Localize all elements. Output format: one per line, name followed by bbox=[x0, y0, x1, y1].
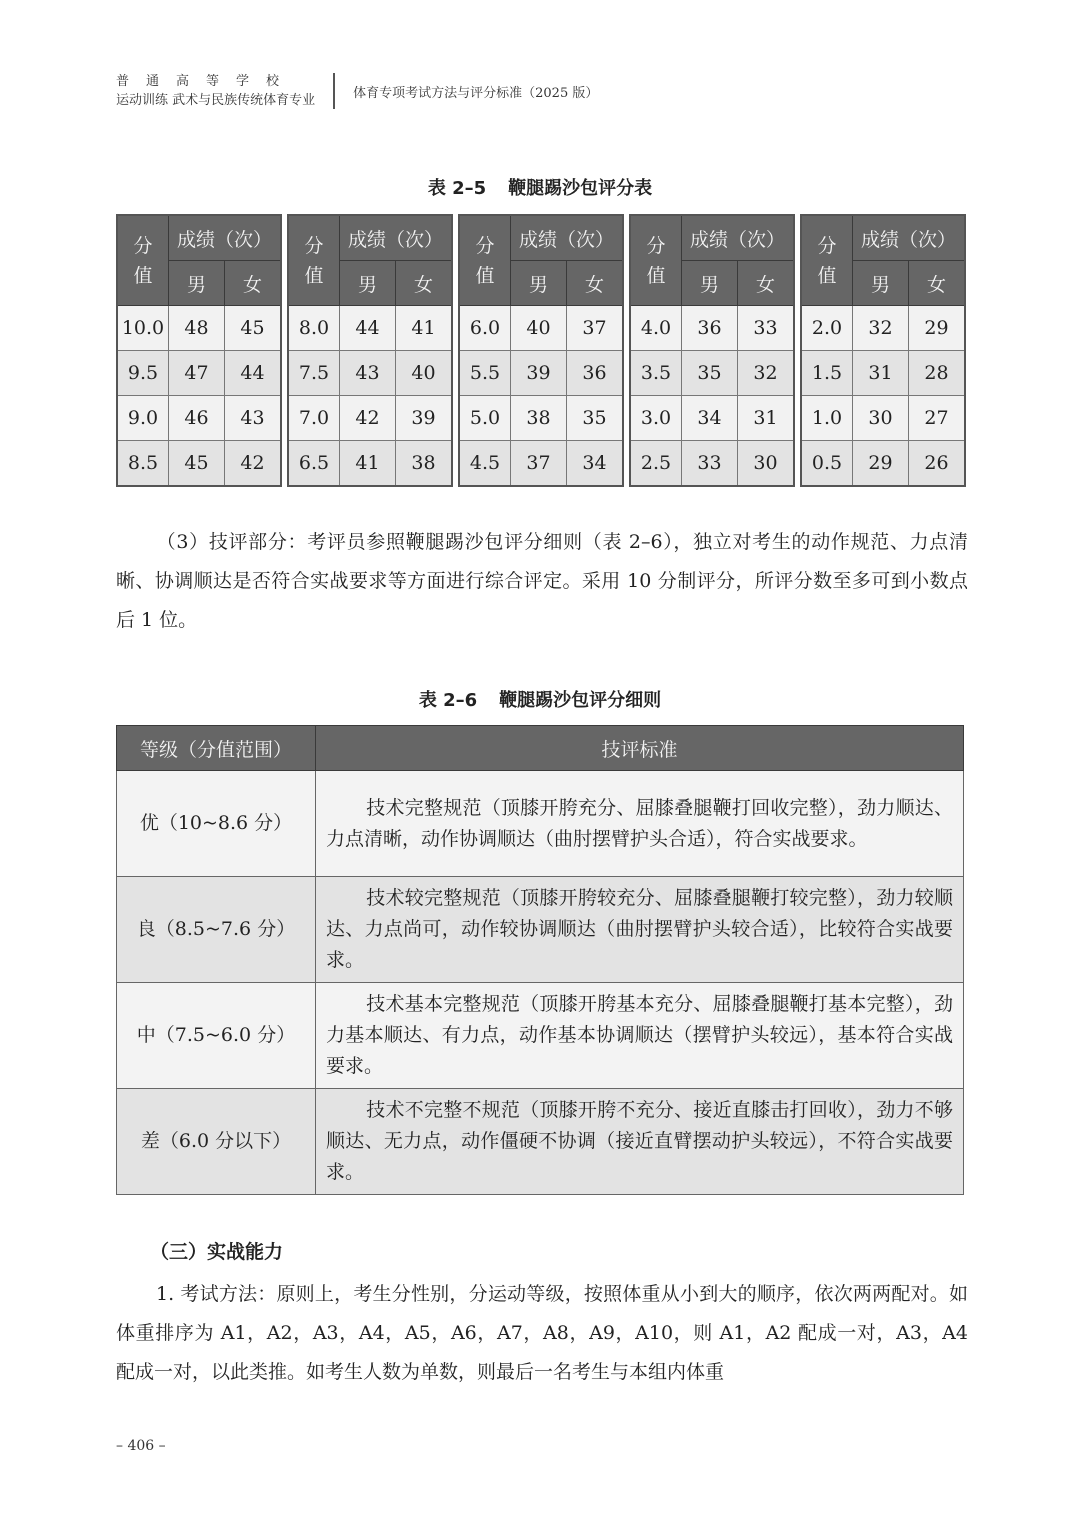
female-col-header: 女 bbox=[738, 261, 795, 306]
score-table-block bbox=[116, 214, 282, 487]
rubric-level: 中（7.5~6.0 分） bbox=[117, 983, 316, 1089]
paragraph-exam-method bbox=[116, 1275, 968, 1392]
score-value: 1.5 bbox=[801, 351, 853, 396]
score-value: 3.0 bbox=[630, 396, 682, 441]
score-col-header: 分 值 bbox=[801, 215, 853, 306]
female-col-header: 女 bbox=[567, 261, 624, 306]
table-2-5-number: 表 2–5 bbox=[427, 178, 487, 199]
female-count: 39 bbox=[396, 396, 453, 441]
male-count: 45 bbox=[169, 441, 225, 487]
score-table-group bbox=[116, 214, 966, 487]
female-count: 29 bbox=[909, 306, 966, 351]
page-number: – 406 – bbox=[116, 1438, 166, 1454]
score-header-row bbox=[117, 215, 281, 261]
score-value: 9.0 bbox=[117, 396, 169, 441]
score-table-block bbox=[800, 214, 966, 487]
score-value: 6.0 bbox=[459, 306, 511, 351]
female-col-header: 女 bbox=[225, 261, 282, 306]
male-col-header: 男 bbox=[682, 261, 738, 306]
male-count: 36 bbox=[682, 306, 738, 351]
table-row bbox=[801, 351, 965, 396]
table-row bbox=[117, 441, 281, 487]
male-count: 37 bbox=[511, 441, 567, 487]
male-count: 34 bbox=[682, 396, 738, 441]
male-col-header: 男 bbox=[169, 261, 225, 306]
male-count: 43 bbox=[340, 351, 396, 396]
rubric-standard bbox=[316, 771, 964, 877]
male-col-header: 男 bbox=[511, 261, 567, 306]
female-col-header: 女 bbox=[909, 261, 966, 306]
rubric-row bbox=[117, 877, 964, 983]
female-count: 36 bbox=[567, 351, 624, 396]
table-row bbox=[801, 306, 965, 351]
table-row bbox=[288, 351, 452, 396]
score-value: 8.5 bbox=[117, 441, 169, 487]
score-value: 4.0 bbox=[630, 306, 682, 351]
score-value: 7.5 bbox=[288, 351, 340, 396]
rubric-row bbox=[117, 983, 964, 1089]
male-count: 29 bbox=[853, 441, 909, 487]
female-col-header: 女 bbox=[396, 261, 453, 306]
female-count: 30 bbox=[738, 441, 795, 487]
rubric-standard bbox=[316, 877, 964, 983]
female-count: 37 bbox=[567, 306, 624, 351]
female-count: 38 bbox=[396, 441, 453, 487]
rubric-standard bbox=[316, 983, 964, 1089]
male-count: 33 bbox=[682, 441, 738, 487]
result-col-header: 成绩（次） bbox=[682, 215, 795, 261]
male-count: 32 bbox=[853, 306, 909, 351]
result-col-header: 成绩（次） bbox=[511, 215, 624, 261]
rubric-standard bbox=[316, 1089, 964, 1195]
female-count: 28 bbox=[909, 351, 966, 396]
score-value: 9.5 bbox=[117, 351, 169, 396]
male-count: 40 bbox=[511, 306, 567, 351]
table-row bbox=[459, 441, 623, 487]
score-value: 5.0 bbox=[459, 396, 511, 441]
male-count: 42 bbox=[340, 396, 396, 441]
score-value: 4.5 bbox=[459, 441, 511, 487]
score-col-header: 分 值 bbox=[459, 215, 511, 306]
table-row bbox=[630, 306, 794, 351]
female-count: 27 bbox=[909, 396, 966, 441]
table-row bbox=[459, 396, 623, 441]
score-value: 5.5 bbox=[459, 351, 511, 396]
table-row bbox=[459, 306, 623, 351]
score-col-header: 分 值 bbox=[117, 215, 169, 306]
female-count: 40 bbox=[396, 351, 453, 396]
score-header-row bbox=[288, 215, 452, 261]
male-count: 35 bbox=[682, 351, 738, 396]
male-count: 48 bbox=[169, 306, 225, 351]
male-col-header: 男 bbox=[853, 261, 909, 306]
male-count: 47 bbox=[169, 351, 225, 396]
table-row bbox=[117, 396, 281, 441]
score-col-header: 分 值 bbox=[288, 215, 340, 306]
table-2-6-title: 鞭腿踢沙包评分细则 bbox=[499, 690, 662, 711]
header-majors: 运动训练 武术与民族传统体育专业 bbox=[116, 93, 316, 108]
table-row bbox=[459, 351, 623, 396]
female-count: 34 bbox=[567, 441, 624, 487]
male-count: 38 bbox=[511, 396, 567, 441]
table-2-5-caption bbox=[0, 174, 1080, 200]
table-row bbox=[630, 396, 794, 441]
header-school-type: 普通高等学校 bbox=[116, 74, 297, 89]
table-2-6-caption bbox=[0, 686, 1080, 712]
score-value: 0.5 bbox=[801, 441, 853, 487]
section-heading: （三）实战能力 bbox=[150, 1241, 284, 1263]
score-header-row bbox=[459, 215, 623, 261]
rubric-level: 良（8.5~7.6 分） bbox=[117, 877, 316, 983]
table-row bbox=[630, 441, 794, 487]
table-row bbox=[117, 306, 281, 351]
score-col-header: 分 值 bbox=[630, 215, 682, 306]
table-row bbox=[801, 441, 965, 487]
score-value: 2.0 bbox=[801, 306, 853, 351]
result-col-header: 成绩（次） bbox=[853, 215, 966, 261]
rubric-row bbox=[117, 771, 964, 877]
table-row bbox=[801, 396, 965, 441]
paragraph-technical-evaluation-text: （3）技评部分：考评员参照鞭腿踢沙包评分细则（表 2–6），独立对考生的动作规范、力点清晰、协调顺达是否符合实战要求等方面进行综合评定。采用 10 分制评分，所评分数至多可到小数点后 1 位。 bbox=[116, 531, 968, 631]
female-count: 41 bbox=[396, 306, 453, 351]
rubric-row bbox=[117, 1089, 964, 1195]
table-2-6-number: 表 2–6 bbox=[418, 690, 478, 711]
male-count: 31 bbox=[853, 351, 909, 396]
female-count: 45 bbox=[225, 306, 282, 351]
table-row bbox=[288, 441, 452, 487]
rubric-col-standard: 技评标准 bbox=[316, 726, 964, 771]
female-count: 32 bbox=[738, 351, 795, 396]
male-col-header: 男 bbox=[340, 261, 396, 306]
score-table-block bbox=[287, 214, 453, 487]
score-value: 6.5 bbox=[288, 441, 340, 487]
male-count: 41 bbox=[340, 441, 396, 487]
result-col-header: 成绩（次） bbox=[169, 215, 282, 261]
score-value: 2.5 bbox=[630, 441, 682, 487]
score-value: 3.5 bbox=[630, 351, 682, 396]
paragraph-technical-evaluation bbox=[116, 523, 968, 640]
header-book-title: 体育专项考试方法与评分标准（2025 版） bbox=[353, 85, 599, 101]
female-count: 31 bbox=[738, 396, 795, 441]
rubric-col-level: 等级（分值范围） bbox=[117, 726, 316, 771]
score-table-block bbox=[458, 214, 624, 487]
female-count: 43 bbox=[225, 396, 282, 441]
table-row bbox=[288, 306, 452, 351]
female-count: 44 bbox=[225, 351, 282, 396]
header-left bbox=[116, 72, 315, 110]
score-table-block bbox=[629, 214, 795, 487]
result-col-header: 成绩（次） bbox=[340, 215, 453, 261]
female-count: 33 bbox=[738, 306, 795, 351]
paragraph-exam-method-text: 1. 考试方法：原则上，考生分性别，分运动等级，按照体重从小到大的顺序，依次两两配对。如体重排序为 A1，A2，A3，A4，A5，A6，A7，A8，A9，A10，则 A1，A2 配成一对，A3，A4 配成一对，以此类推。如考生人数为单数，则最后一名考生与本组内体重 bbox=[116, 1283, 968, 1383]
rubric-table bbox=[116, 725, 964, 1195]
running-header bbox=[116, 70, 598, 112]
male-count: 30 bbox=[853, 396, 909, 441]
female-count: 35 bbox=[567, 396, 624, 441]
rubric-standard-text: 技术完整规范（顶膝开胯充分、屈膝叠腿鞭打回收完整），劲力顺达、力点清晰，动作协调顺达（曲肘摆臂护头合适），符合实战要求。 bbox=[326, 796, 953, 850]
header-divider bbox=[333, 73, 335, 109]
score-header-row bbox=[630, 215, 794, 261]
rubric-standard-text: 技术基本完整规范（顶膝开胯基本充分、屈膝叠腿鞭打基本完整），劲力基本顺达、有力点，动作基本协调顺达（摆臂护头较远），基本符合实战要求。 bbox=[326, 993, 953, 1077]
rubric-standard-text: 技术不完整不规范（顶膝开胯不充分、接近直膝击打回收），劲力不够顺达、无力点，动作僵硬不协调（接近直臂摆动护头较远），不符合实战要求。 bbox=[326, 1099, 953, 1183]
male-count: 39 bbox=[511, 351, 567, 396]
male-count: 44 bbox=[340, 306, 396, 351]
rubric-standard-text: 技术较完整规范（顶膝开胯较充分、屈膝叠腿鞭打较完整），劲力较顺达、力点尚可，动作较协调顺达（曲肘摆臂护头较合适），比较符合实战要求。 bbox=[326, 887, 953, 971]
score-value: 1.0 bbox=[801, 396, 853, 441]
male-count: 46 bbox=[169, 396, 225, 441]
female-count: 42 bbox=[225, 441, 282, 487]
rubric-level: 优（10~8.6 分） bbox=[117, 771, 316, 877]
rubric-header-row bbox=[117, 726, 964, 771]
table-row bbox=[288, 396, 452, 441]
female-count: 26 bbox=[909, 441, 966, 487]
score-value: 7.0 bbox=[288, 396, 340, 441]
score-value: 8.0 bbox=[288, 306, 340, 351]
score-header-row bbox=[801, 215, 965, 261]
table-row bbox=[630, 351, 794, 396]
table-row bbox=[117, 351, 281, 396]
rubric-level: 差（6.0 分以下） bbox=[117, 1089, 316, 1195]
table-2-5-title: 鞭腿踢沙包评分表 bbox=[508, 178, 653, 199]
score-value: 10.0 bbox=[117, 306, 169, 351]
